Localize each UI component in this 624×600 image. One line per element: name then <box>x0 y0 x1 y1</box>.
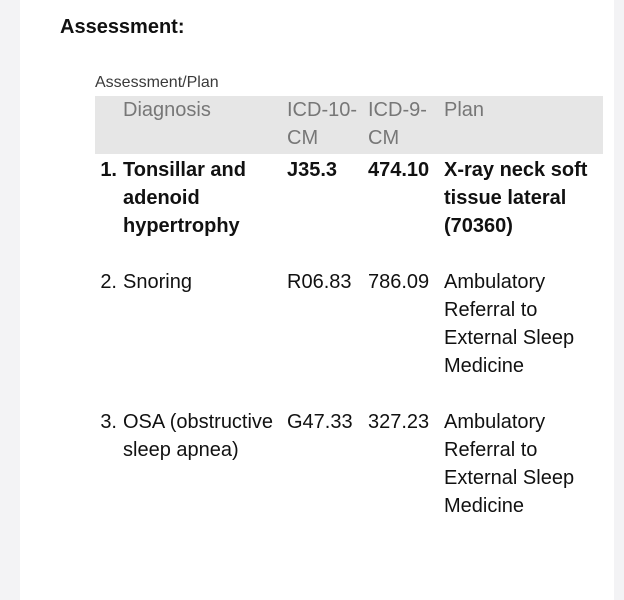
icd9-column-header: ICD-9-CM <box>368 96 444 154</box>
assessment-card <box>20 0 614 600</box>
table-row <box>95 408 603 548</box>
icd9-code-cell: 786.09 <box>368 271 430 293</box>
icd10-code-cell: R06.83 <box>287 271 352 293</box>
table-header-row <box>95 96 603 154</box>
diagnosis-cell: Tonsillar and adenoid hypertrophy <box>123 159 246 237</box>
table-caption: Assessment/Plan <box>95 74 219 91</box>
table-row <box>95 268 603 408</box>
assessment-plan-table <box>95 96 603 548</box>
table-row <box>95 154 603 268</box>
plan-cell: Ambulatory Referral to External Sleep Medicine <box>444 271 575 377</box>
row-number: 2. <box>100 271 117 293</box>
diagnosis-cell: Snoring <box>123 271 192 293</box>
plan-cell: Ambulatory Referral to External Sleep Medicine <box>444 411 575 517</box>
plan-column-header: Plan <box>444 96 603 154</box>
diagnosis-column-header: Diagnosis <box>123 96 287 154</box>
icd10-code-cell: G47.33 <box>287 411 353 433</box>
icd10-column-header: ICD-10-CM <box>287 96 368 154</box>
row-number: 3. <box>100 411 117 433</box>
number-column-header <box>95 96 123 154</box>
row-number: 1. <box>100 159 117 181</box>
icd9-code-cell: 474.10 <box>368 159 430 181</box>
section-title: Assessment: <box>60 16 185 38</box>
diagnosis-cell: OSA (obstructive sleep apnea) <box>123 411 274 461</box>
plan-cell: X-ray neck soft tissue lateral (70360) <box>444 159 588 237</box>
icd10-code-cell: J35.3 <box>287 159 338 181</box>
icd9-code-cell: 327.23 <box>368 411 430 433</box>
